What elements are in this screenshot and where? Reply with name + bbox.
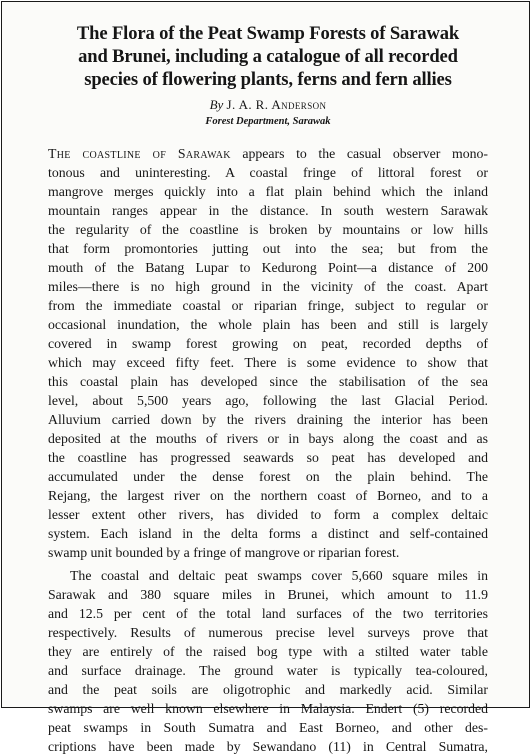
- text-line: tonous and uninteresting. A coastal fringe of littoral forest or: [48, 165, 488, 180]
- text-line: Sarawak and 380 square miles in Brunei, which amount to 11.9: [48, 587, 488, 602]
- text-line: swamps are well known elsewhere in Malaysia. Endert (5) recorded: [48, 701, 488, 716]
- text-line: level, about 5,500 years ago, following the last Glacial Period.: [48, 393, 488, 408]
- text-line: accumulated under the dense forest on the plain behind. The: [48, 469, 488, 484]
- text-line: occasional inundation, the whole plain has been and still is largely: [48, 317, 488, 332]
- text-line: mountain ranges appear in the distance. In south western Sarawak: [48, 203, 488, 218]
- lead-in-text: The coastline of Sarawak: [48, 146, 231, 161]
- text-line: mangrove merges quickly into a flat plain behind which the inland: [48, 184, 488, 199]
- author-name: J. A. R. Anderson: [226, 97, 327, 112]
- text-line: and 12.5 per cent of the total land surfaces of the two territories: [48, 606, 488, 621]
- text-line: and surface drainage. The ground water is typically tea-coloured,: [48, 663, 488, 678]
- text-line: from the immediate coastal or riparian fringe, subject to regular or: [48, 298, 488, 313]
- text-line: Rejang, the largest river on the northern coast of Borneo, and to a: [48, 488, 488, 503]
- byline-prefix: By: [209, 97, 224, 112]
- text-line: Alluvium carried down by the rivers draining the interior has been: [48, 412, 488, 427]
- text-line: covered in swamp forest growing on peat, recorded depths of: [48, 336, 488, 351]
- paragraph-2: [48, 566, 488, 756]
- byline: [48, 97, 488, 113]
- text-line: criptions have been made by Sewandano (11) in Central Sumatra,: [48, 739, 488, 754]
- title-line: The Flora of the Peat Swamp Forests of Sarawak: [76, 23, 460, 44]
- text-line: system. Each island in the delta forms a distinct and self-contained: [48, 526, 488, 541]
- text-line: which may exceed fifty feet. There is some evidence to show that: [48, 355, 488, 370]
- article-title: [48, 22, 488, 91]
- text-line: this coastal plain has developed since the stabilisation of the sea: [48, 374, 488, 389]
- text-line: that form promontories jutting out into the sea; but from the: [48, 241, 488, 256]
- text-line: respectively. Results of numerous precise level surveys prove that: [48, 625, 488, 640]
- text-line: the coastline has progressed seawards so peat has developed and: [48, 450, 488, 465]
- article-page: [48, 22, 488, 756]
- paragraph-1: [48, 144, 488, 562]
- text-line: [48, 144, 488, 163]
- author-affiliation: Forest Department, Sarawak: [205, 116, 331, 127]
- title-line: species of flowering plants, ferns and fern allies: [84, 69, 452, 90]
- text-line: miles—there is no high ground in the vicinity of the coast. Apart: [48, 279, 488, 294]
- page-frame: [1, 1, 530, 754]
- text-line: and the peat soils are oligotrophic and markedly acid. Similar: [48, 682, 488, 697]
- title-line: and Brunei, including a catalogue of all recorded: [78, 46, 458, 67]
- text-line: The coastal and deltaic peat swamps cover 5,660 square miles in: [70, 568, 488, 583]
- article-body: [48, 144, 488, 756]
- text-line: they are entirely of the raised bog type with a stilted water table: [48, 644, 488, 659]
- text-line: the regularity of the coastline is broken by mountains or low hills: [48, 222, 488, 237]
- text-line: lesser extent other rivers, has divided to form a complex deltaic: [48, 507, 488, 522]
- line-text: appears to the casual observer mono-: [230, 146, 488, 161]
- text-line: swamp unit bounded by a fringe of mangrove or riparian forest.: [48, 545, 400, 560]
- text-line: peat swamps in South Sumatra and East Borneo, and other des-: [48, 720, 488, 735]
- text-line: deposited at the mouths of rivers or in bays along the coast and as: [48, 431, 488, 446]
- text-line: mouth of the Batang Lupar to Kedurong Point—a distance of 200: [48, 260, 488, 275]
